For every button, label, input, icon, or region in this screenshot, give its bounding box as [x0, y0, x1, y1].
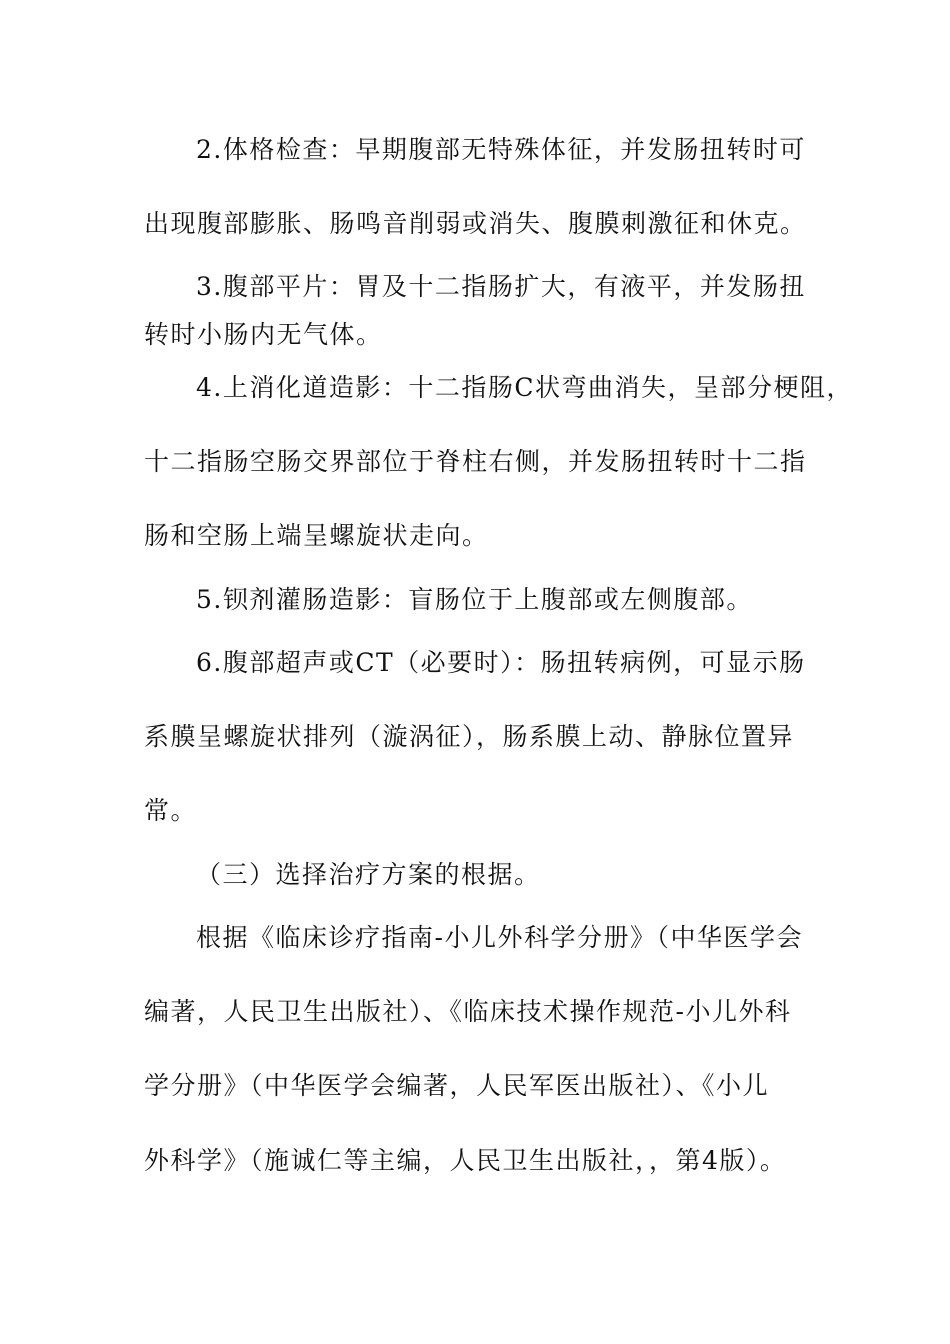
text-line: 外科学》（施诚仁等主编，人民卫生出版社，，第4版）。 — [144, 1146, 787, 1175]
text-line: 5.钡剂灌肠造影：盲肠位于上腹部或左侧腹部。 — [196, 585, 753, 614]
text-line: 常。 — [144, 796, 198, 825]
text-line: 2.体格检查：早期腹部无特殊体征，并发肠扭转时可 — [196, 135, 806, 164]
text-line: 编著，人民卫生出版社）、《临床技术操作规范-小儿外科 — [144, 997, 792, 1026]
text-line: 4.上消化道造影：十二指肠C状弯曲消失，呈部分梗阻， — [196, 373, 853, 402]
text-line: 学分册》（中华医学会编著，人民军医出版社）、《小儿 — [144, 1071, 770, 1100]
text-line: 十二指肠空肠交界部位于脊柱右侧，并发肠扭转时十二指 — [144, 447, 807, 476]
text-line: 转时小肠内无气体。 — [144, 320, 383, 349]
section-heading: （三）选择治疗方案的根据。 — [196, 860, 541, 889]
text-line: 出现腹部膨胀、肠鸣音削弱或消失、腹膜刺激征和休克。 — [144, 209, 807, 238]
text-line: 肠和空肠上端呈螺旋状走向。 — [144, 521, 489, 550]
text-line: 根据《临床诊疗指南-小儿外科学分册》（中华医学会 — [196, 923, 803, 952]
text-line: 3.腹部平片：胃及十二指肠扩大，有液平，并发肠扭 — [196, 272, 806, 301]
text-line: 系膜呈螺旋状排列（漩涡征），肠系膜上动、静脉位置异 — [144, 722, 795, 751]
text-line: 6.腹部超声或CT（必要时）：肠扭转病例，可显示肠 — [196, 648, 806, 677]
